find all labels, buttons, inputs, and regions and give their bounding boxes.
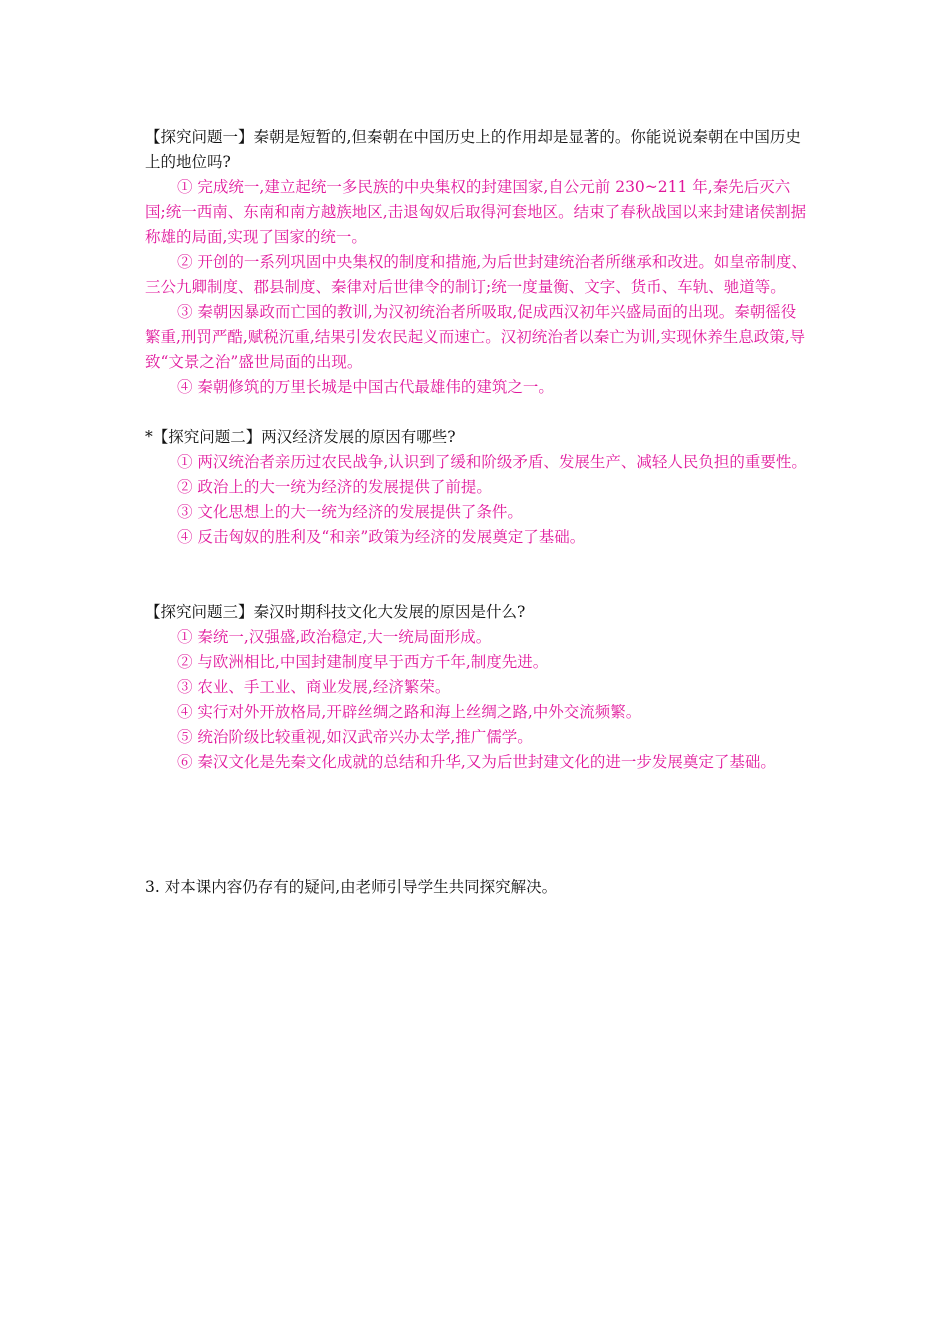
answer-item: ① 秦统一,汉强盛,政治稳定,大一统局面形成。 <box>177 628 492 646</box>
answer-item: ① 完成统一,建立起统一多民族的中央集权的封建国家,自公元前 230~211 年,秦先后灭六国;统一西南、东南和南方越族地区,击退匈奴后取得河套地区。结束了春秋战国以来封建诸侯割据称雄的局面,实现了国家的统一。 <box>145 178 807 246</box>
answer-item: ② 与欧洲相比,中国封建制度早于西方千年,制度先进。 <box>177 653 549 671</box>
inquiry-section-3 <box>145 600 810 775</box>
answer-item: ④ 实行对外开放格局,开辟丝绸之路和海上丝绸之路,中外交流频繁。 <box>177 703 642 721</box>
inquiry-question-1: 【探究问题一】秦朝是短暂的,但秦朝在中国历史上的作用却是显著的。你能说说秦朝在中国历史上的地位吗? <box>145 128 801 171</box>
inquiry-question-2: *【探究问题二】两汉经济发展的原因有哪些? <box>145 428 456 446</box>
answer-item: ④ 秦朝修筑的万里长城是中国古代最雄伟的建筑之一。 <box>177 378 554 396</box>
answer-item: ④ 反击匈奴的胜利及“和亲”政策为经济的发展奠定了基础。 <box>177 528 586 546</box>
answer-item: ③ 农业、手工业、商业发展,经济繁荣。 <box>177 678 451 696</box>
answer-item: ② 政治上的大一统为经济的发展提供了前提。 <box>177 478 492 496</box>
closing-note: 3. 对本课内容仍存有的疑问,由老师引导学生共同探究解决。 <box>145 878 558 896</box>
answer-item: ③ 文化思想上的大一统为经济的发展提供了条件。 <box>177 503 523 521</box>
inquiry-section-2 <box>145 425 810 550</box>
inquiry-section-1 <box>145 125 810 400</box>
inquiry-question-3: 【探究问题三】秦汉时期科技文化大发展的原因是什么? <box>145 603 526 621</box>
answer-item: ③ 秦朝因暴政而亡国的教训,为汉初统治者所吸取,促成西汉初年兴盛局面的出现。秦朝徭役繁重,刑罚严酷,赋税沉重,结果引发农民起义而速亡。汉初统治者以秦亡为训,实现休养生息政策,导致“文景之治”盛世局面的出现。 <box>145 303 806 371</box>
document-page <box>145 125 810 900</box>
answer-item: ② 开创的一系列巩固中央集权的制度和措施,为后世封建统治者所继承和改进。如皇帝制度、三公九卿制度、郡县制度、秦律对后世律令的制订;统一度量衡、文字、货币、车轨、驰道等。 <box>145 253 807 296</box>
answer-item: ⑤ 统治阶级比较重视,如汉武帝兴办太学,推广儒学。 <box>177 728 533 746</box>
answer-item: ① 两汉统治者亲历过农民战争,认识到了缓和阶级矛盾、发展生产、减轻人民负担的重要性。 <box>177 453 807 471</box>
answer-item: ⑥ 秦汉文化是先秦文化成就的总结和升华,又为后世封建文化的进一步发展奠定了基础。 <box>177 753 776 771</box>
